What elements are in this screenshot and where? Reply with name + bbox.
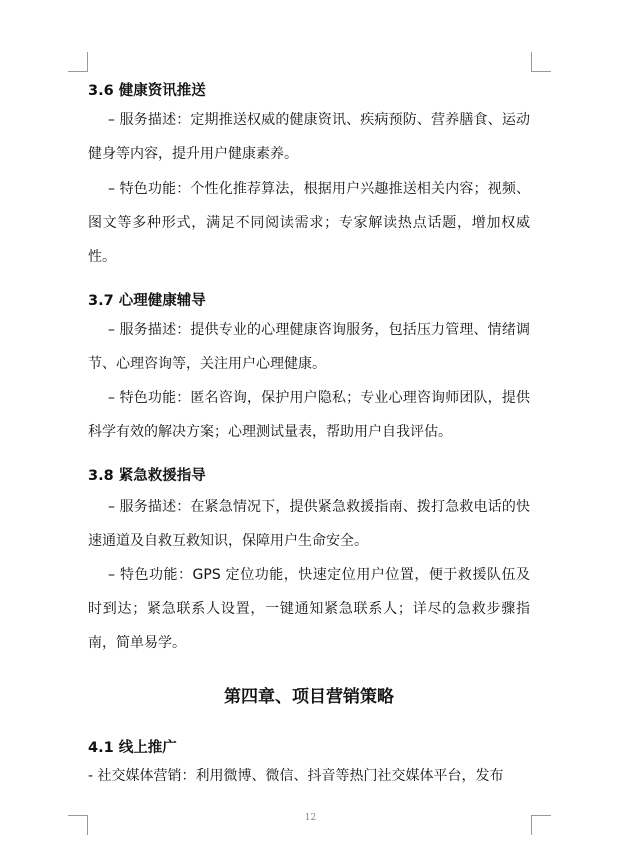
crop-mark-top-left-horizontal [68,71,88,72]
paragraph-3-7-service: – 服务描述：提供专业的心理健康咨询服务，包括压力管理、情绪调节、心理咨询等，关注用户心理健康。 [88,322,530,372]
section-heading-3-6: 3.6 健康资讯推送 [88,83,206,99]
crop-mark-top-left-vertical [87,52,88,72]
page-number: 12 [304,813,317,823]
section-heading-4-1: 4.1 线上推广 [88,740,177,756]
crop-mark-top-right-horizontal [531,71,551,72]
paragraph-3-8-features: – 特色功能：GPS 定位功能，快速定位用户位置，便于救援队伍及时到达；紧急联系人设置，一键通知紧急联系人；详尽的急救步骤指南，简单易学。 [88,567,530,651]
paragraph-4-1-social-media: - 社交媒体营销：利用微博、微信、抖音等热门社交媒体平台，发布 [88,768,504,784]
section-heading-3-8: 3.8 紧急救援指导 [88,468,206,484]
paragraph-3-6-service: – 服务描述：定期推送权威的健康资讯、疾病预防、营养膳食、运动健身等内容，提升用户健康素养。 [88,112,530,162]
chapter-title: 第四章、项目营销策略 [224,687,394,707]
crop-mark-top-right-vertical [531,52,532,72]
paragraph-3-7-features: – 特色功能：匿名咨询，保护用户隐私；专业心理咨询师团队，提供科学有效的解决方案；心理测试量表，帮助用户自我评估。 [88,390,530,440]
section-heading-3-7: 3.7 心理健康辅导 [88,293,206,309]
paragraph-3-8-service: – 服务描述：在紧急情况下，提供紧急救援指南、拨打急救电话的快速通道及自救互救知识，保障用户生命安全。 [88,499,530,549]
paragraph-3-6-features: – 特色功能：个性化推荐算法，根据用户兴趣推送相关内容；视频、图文等多种形式，满足不同阅读需求；专家解读热点话题，增加权威性。 [88,181,530,265]
